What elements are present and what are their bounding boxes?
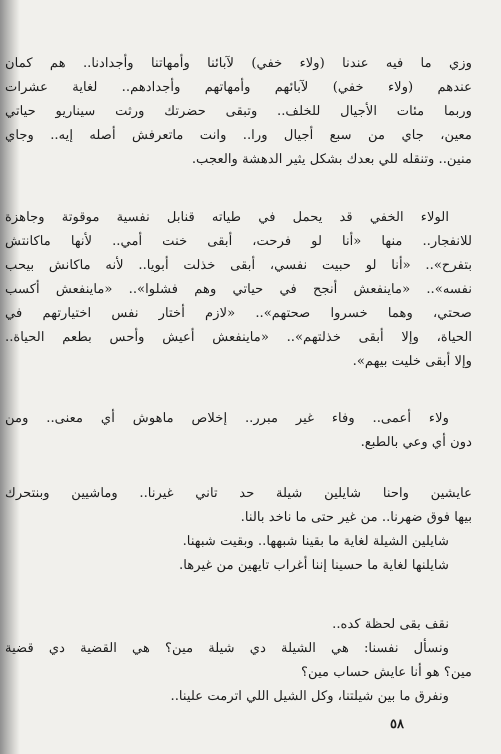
text-line: وإلا أبقى خليت بيهم». <box>352 354 472 369</box>
text-line: نقف بقى لحظة كده.. <box>332 617 449 632</box>
text-line: عندهم (ولاء خفي) لآبائهم وأمهاتهم وأجدادهم.. لغاية عشرات <box>5 80 472 95</box>
text-line: وزي ما فيه عندنا (ولاء خفي) لآبائنا وأمهاتنا وأجدادنا.. هم كمان <box>5 56 472 71</box>
text-line: شايلنها لغاية ما حسينا إننا أغراب تايهين من غيرها. <box>179 558 449 573</box>
text-line: نفسه».. «ماينفعش أنجح في حياتي وهم فشلوا».. «ماينفعش أكسب <box>5 282 472 297</box>
text-line: دون أي وعي بالطبع. <box>360 435 472 450</box>
text-line: شايلين الشيلة لغاية ما بقينا شبهها.. وبقيت شبهنا. <box>182 534 449 549</box>
text-line: معين، جاي من سبع أجيال ورا.. وانت ماتعرفش أصله إيه.. وجاي <box>5 128 472 143</box>
text-line: بتفرح».. «أنا لو حبيت نفسي، أبقى خذلت أبويا.. لأنه ماكانش بيحب <box>5 258 472 273</box>
text-line: مين؟ هو أنا عايش حساب مين؟ <box>301 665 472 680</box>
text-line: ونفرق ما بين شيلتنا، وكل الشيل اللي اترمت علينا.. <box>170 689 449 704</box>
text-line: صحتي، وهما خسروا صحتهم».. «لازم أختار نفس اختيارتهم في <box>5 306 472 321</box>
text-line: بيها فوق ضهرنا.. من غير حتى ما ناخد بالنا. <box>240 510 472 525</box>
text-line: منين.. وتنقله للي بعدك بشكل يثير الدهشة والعجب. <box>191 152 472 167</box>
book-page <box>0 52 501 754</box>
text-line: الولاء الخفي قد يحمل في طياته قنابل نفسية موقوتة وجاهزة <box>5 210 449 225</box>
text-line: ولاء أعمى.. وفاء غير مبرر.. إخلاص ماهوش أي معنى.. ومن <box>5 411 449 426</box>
text-line: عايشين واحنا شايلين شيلة حد تاني غيرنا.. وماشيين وبنتحرك <box>5 486 472 501</box>
text-line: للانفجار.. منها «أنا لو فرحت، أبقى خنت أمي.. لأنها ماكانتش <box>5 234 472 249</box>
text-line: وربما مئات الأجيال للخلف.. وتبقى حضرتك ورثت سيناريو حياتي <box>5 104 472 119</box>
text-line: ونسأل نفسنا: هي الشيلة دي شيلة مين؟ هي القضية دي قضية <box>5 641 449 656</box>
text-line: الحياة، وإلا أبقى خذلتهم».. «ماينفعش أعيش وأحس بطعم الحياة.. <box>5 330 472 345</box>
page-number: ٥٨ <box>390 717 404 732</box>
